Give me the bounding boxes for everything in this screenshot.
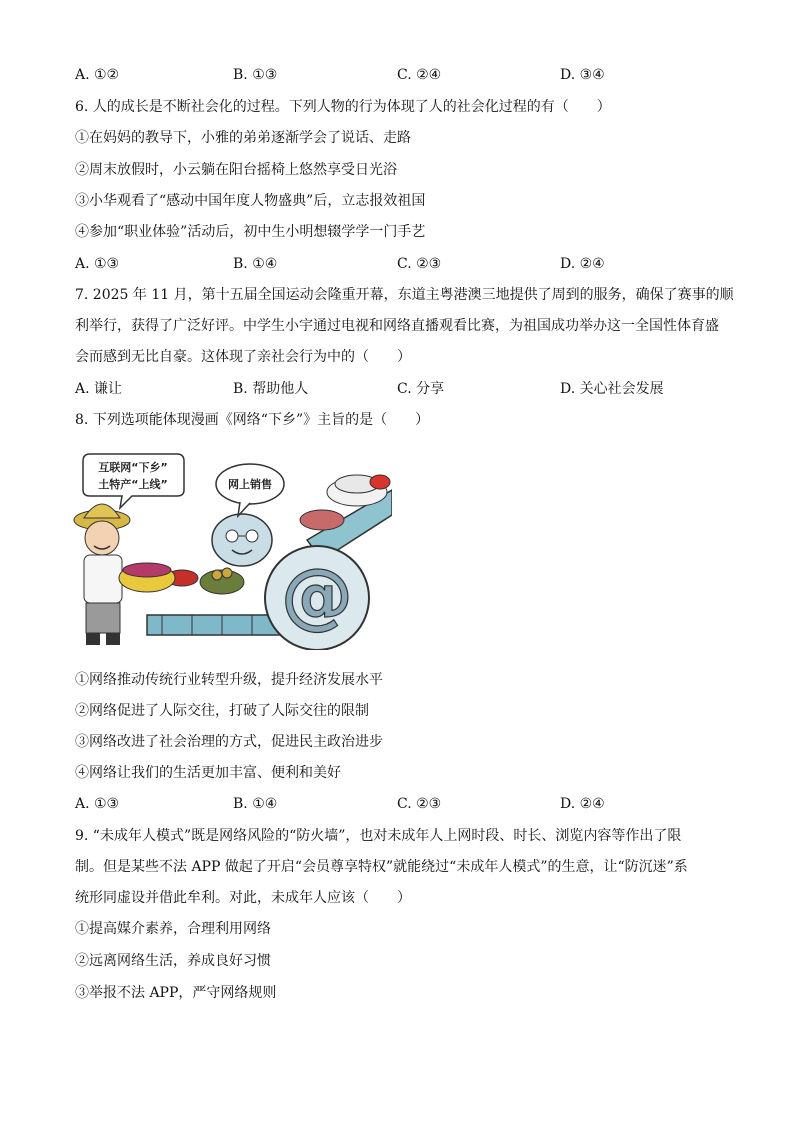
q8-item-1: ①网络推动传统行业转型升级，提升经济发展水平	[75, 672, 383, 688]
q8-option-d: D. ②④	[560, 796, 605, 812]
q5-option-b: B. ①③	[233, 67, 278, 83]
bubble-left-line-1: 互联网“下乡”	[98, 461, 168, 474]
q8-stem: 8. 下列选项能体现漫画《网络“下乡”》主旨的是（ ）	[75, 412, 430, 428]
q6-option-c: C. ②③	[397, 256, 442, 272]
q9-stem-line-3: 统形同虚设并借此牟利。对此，未成年人应该（ ）	[75, 890, 411, 906]
q6-item-1: ①在妈妈的教导下，小雅的弟弟逐渐学会了说话、走路	[75, 130, 411, 146]
q5-option-c: C. ②④	[397, 67, 442, 83]
q7-stem-line-2: 利举行，获得了广泛好评。中学生小宇通过电视和网络直播观看比赛，为祖国成功举办这一全国性体育盛	[75, 318, 719, 334]
q9-item-2: ②远离网络生活，养成良好习惯	[75, 953, 271, 969]
q6-option-a: A. ①③	[75, 256, 120, 272]
q7-stem-line-3: 会而感到无比自豪。这体现了亲社会行为中的（ ）	[75, 349, 411, 365]
at-symbol	[265, 546, 369, 650]
computer-character	[212, 514, 272, 566]
q5-options	[75, 66, 635, 84]
q8-item-2: ②网络促进了人际交往，打破了人际交往的限制	[75, 703, 369, 719]
q7-option-b: B. 帮助他人	[233, 381, 309, 397]
q9-item-3: ③举报不法 APP，严守网络规则	[75, 985, 277, 1001]
at-symbol-text: @	[281, 553, 353, 637]
q8-option-a: A. ①③	[75, 796, 120, 812]
q6-stem: 6. 人的成长是不断社会化的过程。下列人物的行为体现了人的社会化过程的有（ ）	[75, 99, 611, 115]
q6-item-4: ④参加“职业体验”活动后，初中生小明想辍学学一门手艺	[75, 224, 426, 240]
q6-option-b: B. ①④	[233, 256, 278, 272]
q5-option-a: A. ①②	[75, 67, 120, 83]
q7-options	[75, 380, 664, 398]
q7-option-c: C. 分享	[397, 381, 445, 397]
q8-option-b: B. ①④	[233, 796, 278, 812]
cartoon-illustration	[72, 450, 392, 650]
q8-options	[75, 795, 635, 813]
q7-stem-line-1: 7. 2025 年 11 月，第十五届全国运动会隆重开幕，东道主粤港澳三地提供了周到的服务，确保了赛事的顺	[75, 287, 734, 303]
q7-option-d: D. 关心社会发展	[560, 381, 664, 397]
q5-option-d: D. ③④	[560, 67, 605, 83]
bubble-left-line-2: 土特产“上线”	[98, 478, 168, 491]
q6-option-d: D. ②④	[560, 256, 605, 272]
q6-options	[75, 255, 635, 273]
q7-option-a: A. 谦让	[75, 381, 123, 397]
q8-item-4: ④网络让我们的生活更加丰富、便利和美好	[75, 765, 341, 781]
q6-item-2: ②周末放假时，小云躺在阳台摇椅上悠然享受日光浴	[75, 162, 397, 178]
q9-stem-line-1: 9. “未成年人模式”既是网络风险的“防火墙”，也对未成年人上网时段、时长、浏览内容等作出了限	[75, 828, 682, 844]
bubble-right-text: 网上销售	[228, 478, 272, 491]
q9-stem-line-2: 制。但是某些不法 APP 做起了开启“会员尊享特权”就能绕过“未成年人模式”的生意，让“防沉迷”系	[75, 859, 688, 875]
q9-item-1: ①提高媒介素养，合理利用网络	[75, 921, 271, 937]
q6-item-3: ③小华观看了“感动中国年度人物盛典”后，立志报效祖国	[75, 193, 426, 209]
q8-option-c: C. ②③	[397, 796, 442, 812]
q8-item-3: ③网络改进了社会治理的方式，促进民主政治进步	[75, 734, 383, 750]
